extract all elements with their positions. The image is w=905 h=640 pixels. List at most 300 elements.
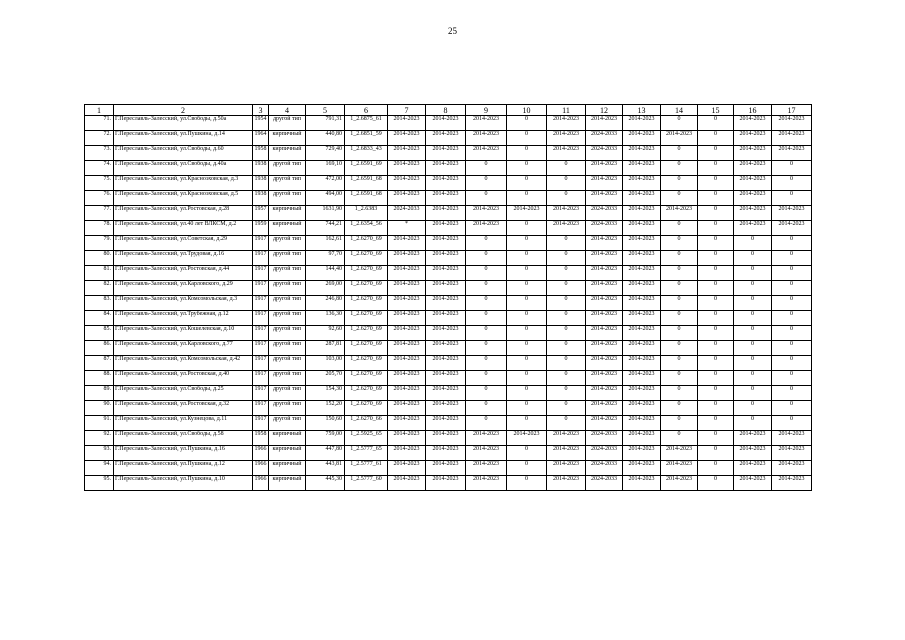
table-row <box>85 386 812 401</box>
table-cell: 0 <box>772 266 812 281</box>
address-cell: Г.Переславль-Залесский, ул.Свободы, д.40а <box>114 161 253 176</box>
table-cell: 2014-2023 <box>507 431 547 446</box>
table-cell: 0 <box>466 386 507 401</box>
table-cell: 2014-2023 <box>661 461 698 476</box>
table-cell: 0 <box>698 236 734 251</box>
table-cell: 447,80 <box>306 446 345 461</box>
table-cell: 0 <box>661 431 698 446</box>
table-cell: 1954 <box>253 116 269 131</box>
table-cell: 2014-2023 <box>426 356 466 371</box>
table-cell: 0 <box>698 251 734 266</box>
table-cell: 2014-2023 <box>426 206 466 221</box>
table-cell: 2014-2023 <box>426 401 466 416</box>
table-cell: другой тип <box>269 281 306 296</box>
table-cell: 0 <box>772 341 812 356</box>
table-cell: 1958 <box>253 146 269 161</box>
table-cell: 0 <box>507 326 547 341</box>
table-cell: 2014-2023 <box>426 296 466 311</box>
table-cell: 0 <box>661 401 698 416</box>
table-cell: 1_2.6270_69 <box>345 281 388 296</box>
table-cell: 2024-2033 <box>388 206 426 221</box>
table-cell: 2014-2023 <box>772 461 812 476</box>
table-cell: 0 <box>661 311 698 326</box>
table-cell: 2014-2023 <box>734 221 772 236</box>
table-cell: 0 <box>734 236 772 251</box>
table-cell: 0 <box>507 311 547 326</box>
table-cell: 2014-2023 <box>586 371 623 386</box>
table-cell: 2014-2023 <box>388 311 426 326</box>
table-cell: 2014-2023 <box>388 476 426 491</box>
table-cell: 1917 <box>253 266 269 281</box>
table-cell: 92. <box>85 431 114 446</box>
address-cell: Г.Переславль-Залесский, ул.Карловского, д.29 <box>114 281 253 296</box>
table-cell: 0 <box>547 281 586 296</box>
column-header: 1 <box>85 105 114 116</box>
table-cell: 0 <box>466 341 507 356</box>
table-cell: 0 <box>466 236 507 251</box>
table-cell: 0 <box>698 326 734 341</box>
table-cell: 0 <box>507 296 547 311</box>
table-cell: 2014-2023 <box>547 131 586 146</box>
table-row <box>85 341 812 356</box>
table-cell: 1917 <box>253 356 269 371</box>
address-cell: Г.Переславль-Залесский, ул.Карловского, д.77 <box>114 341 253 356</box>
table-cell: 90. <box>85 401 114 416</box>
table-cell: 2014-2023 <box>547 431 586 446</box>
table-row <box>85 206 812 221</box>
table-cell: 1917 <box>253 326 269 341</box>
table-cell: 0 <box>466 401 507 416</box>
table-cell: 1_2.6851_59 <box>345 131 388 146</box>
table-cell: 85. <box>85 326 114 341</box>
table-cell: 2014-2023 <box>623 161 661 176</box>
table-cell: 0 <box>466 356 507 371</box>
table-cell: другой тип <box>269 236 306 251</box>
table-cell: 0 <box>698 161 734 176</box>
table-cell: кирпичный <box>269 476 306 491</box>
table-cell: 2014-2023 <box>586 356 623 371</box>
table-cell: 0 <box>698 266 734 281</box>
table-row <box>85 191 812 206</box>
table-cell: 2014-2023 <box>772 146 812 161</box>
table-cell: 0 <box>466 416 507 431</box>
table-cell: 1957 <box>253 206 269 221</box>
table-cell: 1917 <box>253 371 269 386</box>
table-cell: 0 <box>507 191 547 206</box>
table-cell: 1_2.6354_56 <box>345 221 388 236</box>
table-cell: 2014-2023 <box>388 161 426 176</box>
table-cell: 0 <box>466 296 507 311</box>
column-header: 5 <box>306 105 345 116</box>
address-cell: Г.Переславль-Залесский, ул.Ростовская, д.40 <box>114 371 253 386</box>
address-cell: Г.Переславль-Залесский, ул.Свободы, д.50а <box>114 116 253 131</box>
table-cell: 0 <box>698 221 734 236</box>
table-cell: 0 <box>466 311 507 326</box>
table-cell: * <box>388 221 426 236</box>
table-cell: другой тип <box>269 176 306 191</box>
table-cell: 1_2.6270_69 <box>345 311 388 326</box>
table-cell: 2014-2023 <box>772 116 812 131</box>
table-cell: 0 <box>734 266 772 281</box>
table-cell: 0 <box>734 386 772 401</box>
table-cell: другой тип <box>269 191 306 206</box>
table-cell: 92,60 <box>306 326 345 341</box>
table-cell: 2014-2023 <box>734 176 772 191</box>
table-cell: 0 <box>466 281 507 296</box>
table-cell: 144,40 <box>306 266 345 281</box>
table-cell: 0 <box>698 311 734 326</box>
table-cell: 1_2.6833_43 <box>345 146 388 161</box>
table-cell: 0 <box>698 281 734 296</box>
table-cell: 1917 <box>253 251 269 266</box>
table-cell: 1_2.6875_61 <box>345 116 388 131</box>
table-cell: 0 <box>466 326 507 341</box>
table-cell: 2014-2023 <box>547 146 586 161</box>
table-cell: 0 <box>507 236 547 251</box>
table-cell: 2014-2023 <box>426 416 466 431</box>
table-cell: 1_2.6383 <box>345 206 388 221</box>
table-cell: 0 <box>698 371 734 386</box>
table-cell: 0 <box>734 356 772 371</box>
table-cell: 0 <box>661 251 698 266</box>
table-cell: 88. <box>85 371 114 386</box>
table-cell: 0 <box>734 401 772 416</box>
table-cell: 2024-2033 <box>586 431 623 446</box>
table-cell: 2014-2023 <box>623 281 661 296</box>
table-cell: 0 <box>547 236 586 251</box>
table-cell: 2024-2033 <box>586 131 623 146</box>
table-cell: 2014-2023 <box>623 116 661 131</box>
table-cell: 97,70 <box>306 251 345 266</box>
table-cell: 2014-2023 <box>772 221 812 236</box>
table-cell: 287,81 <box>306 341 345 356</box>
table-cell: 0 <box>772 176 812 191</box>
table-row <box>85 401 812 416</box>
table-cell: 1_2.6270_69 <box>345 341 388 356</box>
table-cell: 0 <box>772 416 812 431</box>
address-cell: Г.Переславль-Залесский, ул.Пушкина, д.16 <box>114 446 253 461</box>
table-cell: 1917 <box>253 416 269 431</box>
table-cell: 2014-2023 <box>772 446 812 461</box>
table-cell: 0 <box>507 176 547 191</box>
table-cell: кирпичный <box>269 431 306 446</box>
table-cell: 2014-2023 <box>586 266 623 281</box>
table-row <box>85 251 812 266</box>
table-cell: 2014-2023 <box>623 431 661 446</box>
table-cell: 71. <box>85 116 114 131</box>
table-cell: 2014-2023 <box>547 446 586 461</box>
address-cell: Г.Переславль-Залесский, ул.Советская, д.29 <box>114 236 253 251</box>
table-cell: 0 <box>547 161 586 176</box>
table-cell: 2014-2023 <box>388 176 426 191</box>
table-cell: 2014-2023 <box>547 221 586 236</box>
table-cell: 2014-2023 <box>426 161 466 176</box>
table-cell: 2014-2023 <box>586 401 623 416</box>
table-cell: 2014-2023 <box>547 206 586 221</box>
page-number: 25 <box>448 26 457 36</box>
table-cell: 2014-2023 <box>623 416 661 431</box>
table-cell: 2024-2033 <box>586 146 623 161</box>
table-cell: 0 <box>772 326 812 341</box>
table-cell: 0 <box>698 446 734 461</box>
table-cell: другой тип <box>269 341 306 356</box>
table-cell: 1917 <box>253 296 269 311</box>
table-row <box>85 311 812 326</box>
table-cell: 0 <box>772 296 812 311</box>
table-cell: 0 <box>547 416 586 431</box>
table-row <box>85 431 812 446</box>
table-cell: 0 <box>507 476 547 491</box>
table-cell: 2014-2023 <box>586 326 623 341</box>
table-cell: 0 <box>661 416 698 431</box>
table-cell: другой тип <box>269 251 306 266</box>
table-cell: 2014-2023 <box>586 341 623 356</box>
table-row <box>85 416 812 431</box>
table-cell: 0 <box>507 356 547 371</box>
table-row <box>85 236 812 251</box>
table-cell: 2014-2023 <box>388 116 426 131</box>
table-cell: 1_2.6270_69 <box>345 356 388 371</box>
table-cell: 729,40 <box>306 146 345 161</box>
table-cell: 0 <box>772 281 812 296</box>
address-cell: Г.Переславль-Залесский, ул.Трудовая, д.16 <box>114 251 253 266</box>
table-cell: 78. <box>85 221 114 236</box>
table-cell: 2014-2023 <box>623 401 661 416</box>
table-cell: 2014-2023 <box>623 296 661 311</box>
table-row <box>85 461 812 476</box>
table-cell: 2014-2023 <box>426 176 466 191</box>
table-cell: 2024-2033 <box>586 461 623 476</box>
table-cell: 2014-2023 <box>426 131 466 146</box>
table-cell: кирпичный <box>269 146 306 161</box>
table-cell: 2014-2023 <box>661 476 698 491</box>
table-cell: 0 <box>466 251 507 266</box>
table-cell: 0 <box>661 386 698 401</box>
table-cell: 2014-2023 <box>388 416 426 431</box>
table-row <box>85 476 812 491</box>
table-cell: другой тип <box>269 371 306 386</box>
table-cell: 2014-2023 <box>426 251 466 266</box>
table-cell: 0 <box>507 221 547 236</box>
table-cell: 0 <box>772 161 812 176</box>
table-cell: 0 <box>661 236 698 251</box>
table-cell: 2014-2023 <box>623 266 661 281</box>
table-cell: 246,80 <box>306 296 345 311</box>
table-row <box>85 446 812 461</box>
table-cell: 2014-2023 <box>734 206 772 221</box>
table-cell: 0 <box>507 116 547 131</box>
table-cell: 472,00 <box>306 176 345 191</box>
table-cell: 0 <box>507 386 547 401</box>
table-cell: 0 <box>547 296 586 311</box>
table-cell: 2014-2023 <box>586 191 623 206</box>
table-cell: 0 <box>772 356 812 371</box>
table-cell: 72. <box>85 131 114 146</box>
table-cell: 2014-2023 <box>388 131 426 146</box>
address-cell: Г.Переславль-Залесский, ул.Пушкина, д.12 <box>114 461 253 476</box>
table-cell: 80. <box>85 251 114 266</box>
table-cell: 87. <box>85 356 114 371</box>
column-header: 6 <box>345 105 388 116</box>
column-header: 14 <box>661 105 698 116</box>
table-cell: 2014-2023 <box>623 131 661 146</box>
table-cell: 94. <box>85 461 114 476</box>
table-cell: 1959 <box>253 221 269 236</box>
table-cell: 440,80 <box>306 131 345 146</box>
table-cell: 2014-2023 <box>772 206 812 221</box>
table-cell: 0 <box>772 311 812 326</box>
table-cell: 2014-2023 <box>388 371 426 386</box>
table-cell: 2014-2023 <box>623 206 661 221</box>
table-cell: 2014-2023 <box>623 476 661 491</box>
table-cell: 0 <box>698 191 734 206</box>
address-cell: Г.Переславль-Залесский, ул.Свободы, д.60 <box>114 146 253 161</box>
table-cell: 2014-2023 <box>426 311 466 326</box>
table-cell: другой тип <box>269 356 306 371</box>
table-cell: 205,70 <box>306 371 345 386</box>
table-cell: 2014-2023 <box>586 236 623 251</box>
table-cell: другой тип <box>269 401 306 416</box>
table-cell: 0 <box>507 131 547 146</box>
table-cell: 76. <box>85 191 114 206</box>
table-cell: 169,10 <box>306 161 345 176</box>
table-cell: 77. <box>85 206 114 221</box>
table-cell: 1_2.6270_69 <box>345 371 388 386</box>
table-cell: 0 <box>661 281 698 296</box>
table-cell: 0 <box>698 386 734 401</box>
table-cell: 1938 <box>253 176 269 191</box>
table-cell: 84. <box>85 311 114 326</box>
table-cell: 2014-2023 <box>586 161 623 176</box>
table-cell: 0 <box>507 446 547 461</box>
address-cell: Г.Переславль-Залесский, ул.Красноэховская, д.5 <box>114 191 253 206</box>
table-cell: 0 <box>698 416 734 431</box>
table-cell: 1966 <box>253 461 269 476</box>
table-cell: 2014-2023 <box>388 191 426 206</box>
table-row <box>85 131 812 146</box>
column-header: 9 <box>466 105 507 116</box>
table-cell: 2014-2023 <box>586 296 623 311</box>
table-cell: 154,30 <box>306 386 345 401</box>
table-cell: 0 <box>466 176 507 191</box>
table-cell: 2014-2023 <box>623 371 661 386</box>
table-cell: 0 <box>734 251 772 266</box>
table-cell: 93. <box>85 446 114 461</box>
table-cell: 152,20 <box>306 401 345 416</box>
table-cell: 0 <box>661 371 698 386</box>
table-cell: 2014-2023 <box>586 116 623 131</box>
address-cell: Г.Переславль-Залесский, ул.Кошелевская, д.10 <box>114 326 253 341</box>
table-cell: 1_2.6591_69 <box>345 161 388 176</box>
table-cell: 0 <box>698 461 734 476</box>
table-cell: 0 <box>734 341 772 356</box>
table-body <box>85 116 812 491</box>
table-cell: 0 <box>772 191 812 206</box>
column-header: 11 <box>547 105 586 116</box>
table-cell: 1_2.6270_69 <box>345 266 388 281</box>
table-cell: 2014-2023 <box>586 281 623 296</box>
address-cell: Г.Переславль-Залесский, ул.Комсомольская, д.42 <box>114 356 253 371</box>
table-row <box>85 161 812 176</box>
table-cell: 0 <box>547 176 586 191</box>
address-cell: Г.Переславль-Залесский, ул.Свободы, д.58 <box>114 431 253 446</box>
table-cell: 2014-2023 <box>734 461 772 476</box>
table-cell: 73. <box>85 146 114 161</box>
table-cell: 443,81 <box>306 461 345 476</box>
column-header: 15 <box>698 105 734 116</box>
address-cell: Г.Переславль-Залесский, ул.Пушкина, д.10 <box>114 476 253 491</box>
column-header: 2 <box>114 105 253 116</box>
table-cell: 2014-2023 <box>388 341 426 356</box>
table-cell: 2014-2023 <box>586 416 623 431</box>
table-cell: 2014-2023 <box>388 326 426 341</box>
table-cell: 2014-2023 <box>388 281 426 296</box>
table-cell: 83. <box>85 296 114 311</box>
table-cell: 2014-2023 <box>772 431 812 446</box>
table-cell: 2014-2023 <box>734 161 772 176</box>
table-cell: 1631,90 <box>306 206 345 221</box>
table-row <box>85 296 812 311</box>
table-cell: 0 <box>547 356 586 371</box>
table-cell: 1917 <box>253 236 269 251</box>
table-cell: 0 <box>466 371 507 386</box>
table-cell: 0 <box>661 116 698 131</box>
address-cell: Г.Переславль-Залесский, ул.40 лет ВЛКСМ, д.2 <box>114 221 253 236</box>
table-cell: 2014-2023 <box>426 341 466 356</box>
table-cell: кирпичный <box>269 221 306 236</box>
table-cell: 0 <box>734 326 772 341</box>
address-cell: Г.Переславль-Залесский, ул.Ростовская, д.44 <box>114 266 253 281</box>
table-cell: 0 <box>661 296 698 311</box>
table-cell: 2014-2023 <box>426 281 466 296</box>
table-cell: 0 <box>698 176 734 191</box>
table-cell: 2014-2023 <box>547 476 586 491</box>
table-row <box>85 356 812 371</box>
table-cell: 1917 <box>253 386 269 401</box>
table-cell: 1_2.6270_69 <box>345 236 388 251</box>
table-cell: 0 <box>698 356 734 371</box>
table-cell: 0 <box>734 311 772 326</box>
table-cell: кирпичный <box>269 131 306 146</box>
column-header: 7 <box>388 105 426 116</box>
table-cell: 1_2.6270_69 <box>345 386 388 401</box>
table-cell: 2014-2023 <box>466 116 507 131</box>
table-cell: 759,00 <box>306 431 345 446</box>
table-cell: 0 <box>661 266 698 281</box>
table-cell: 0 <box>734 416 772 431</box>
table-cell: 0 <box>547 401 586 416</box>
table-cell: другой тип <box>269 116 306 131</box>
table-cell: 0 <box>466 191 507 206</box>
table-cell: 0 <box>507 401 547 416</box>
table-cell: 2014-2023 <box>623 236 661 251</box>
table-cell: 74. <box>85 161 114 176</box>
table-cell: 2014-2023 <box>734 446 772 461</box>
table-cell: 136,30 <box>306 311 345 326</box>
table-cell: 0 <box>661 176 698 191</box>
table-cell: 2014-2023 <box>388 461 426 476</box>
table-cell: 0 <box>507 341 547 356</box>
table-cell: 0 <box>661 161 698 176</box>
table-cell: другой тип <box>269 161 306 176</box>
column-header: 12 <box>586 105 623 116</box>
header-row <box>85 105 812 116</box>
table-cell: 2014-2023 <box>426 326 466 341</box>
table-cell: 2014-2023 <box>661 206 698 221</box>
table-cell: 2014-2023 <box>623 341 661 356</box>
table-cell: 2014-2023 <box>426 116 466 131</box>
table-cell: 2014-2023 <box>466 221 507 236</box>
